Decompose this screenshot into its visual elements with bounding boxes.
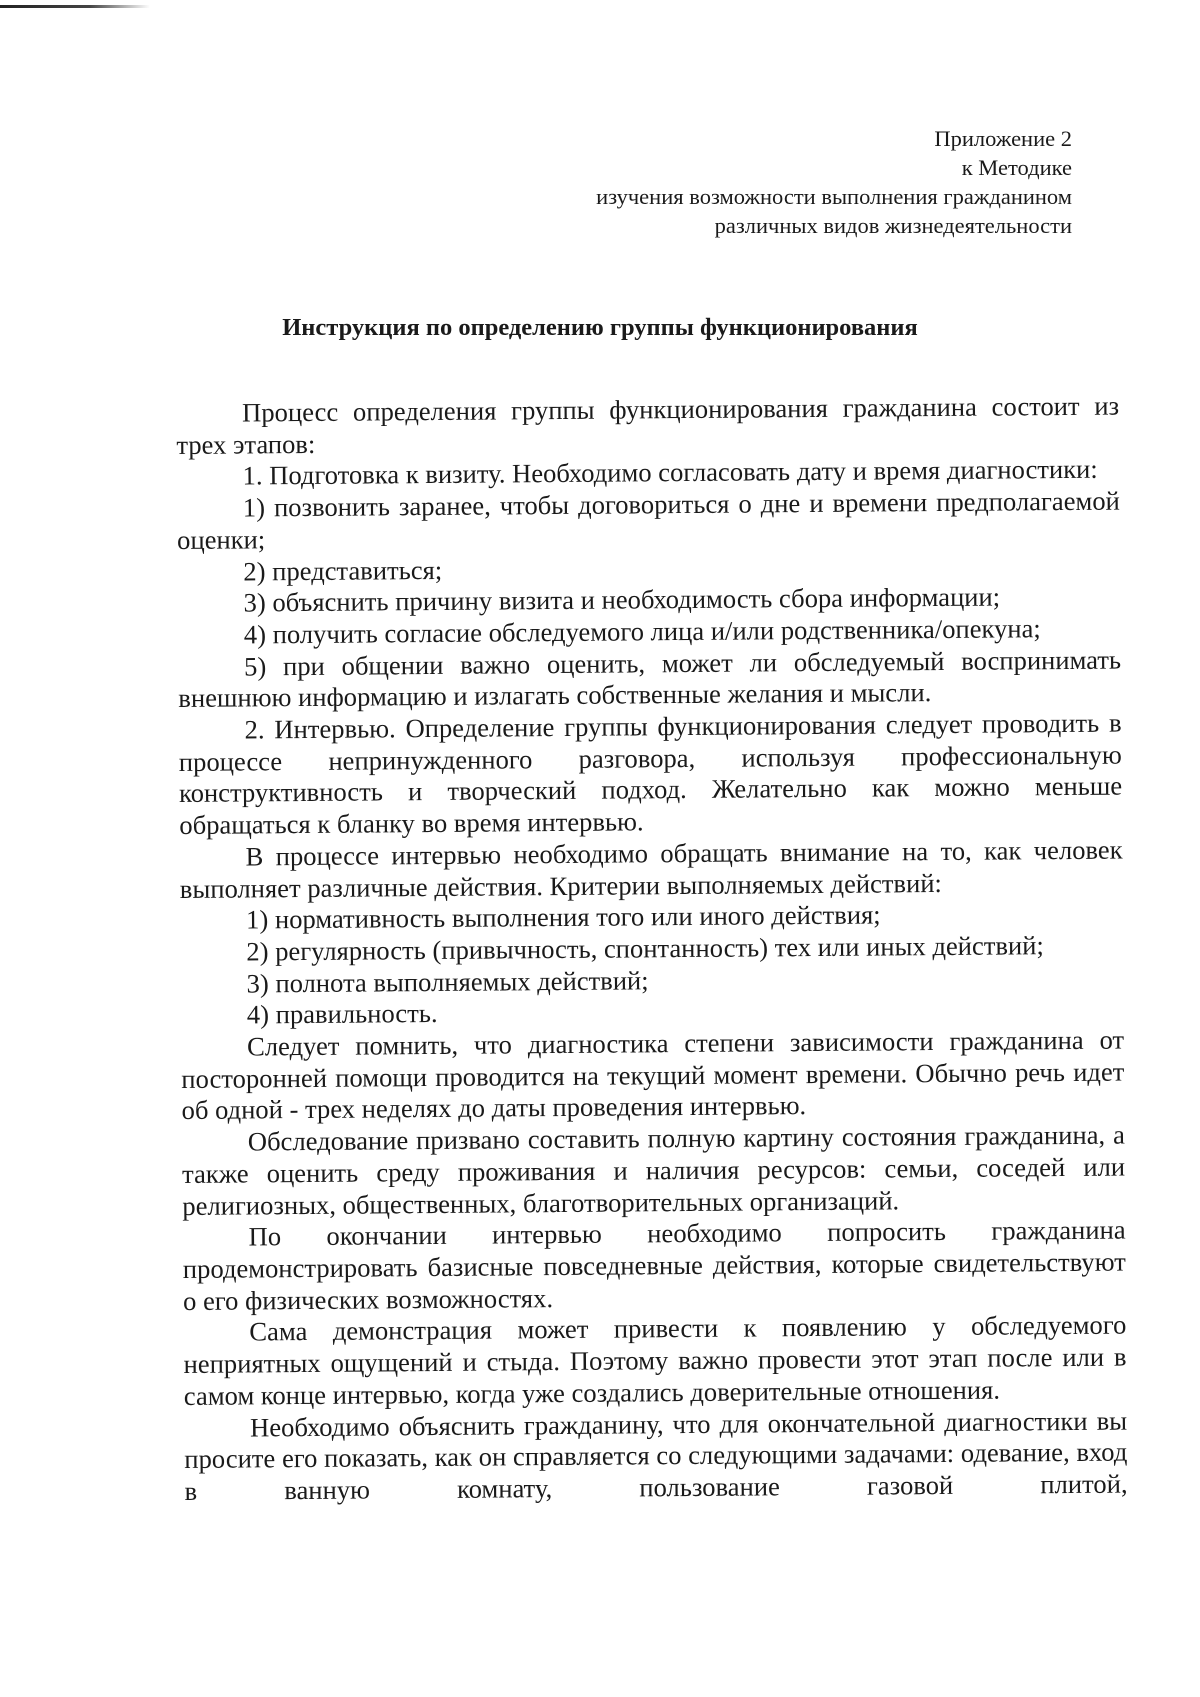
list-item: 1) нормативность выполнения того или иного действия; — [245, 899, 881, 935]
list-item: 5) при общении важно оценить, может ли обследуемый воспринимать внешнюю информацию и излагать собственные желания и мысли. — [178, 644, 1122, 714]
list-item: 2) регулярность (привычность, спонтанность) тех или иных действий; — [246, 930, 1044, 967]
appendix-line-method-title-cont: различных видов жизнедеятельности — [714, 213, 1072, 238]
paragraph-demonstration-note: Сама демонстрация может привести к появлению у обследуемого неприятных ощущений и стыда. Поэтому важно провести этот этап после или в самом конце интервью, когда уже создались доверительные отношения. — [183, 1309, 1127, 1411]
paragraph-stage-2: 2. Интервью. Определение группы функционирования следует проводить в процессе непринужденного разговора, используя профессиональную конструктивность и творческий подход. Желательно как можно меньше обращаться к бланку во время интервью. — [178, 707, 1123, 841]
list-item: 2) представиться; — [243, 554, 443, 586]
appendix-header — [372, 124, 1072, 240]
list-item: 1) позвонить заранее, чтобы договориться о дне и времени предполагаемой оценки; — [176, 485, 1120, 555]
list-item: 3) объяснить причину визита и необходимость сбора информации; — [243, 581, 1001, 618]
document-title: Инструкция по определению группы функционирования — [282, 314, 918, 341]
scan-edge-mark — [0, 5, 150, 8]
list-item: 4) получить согласие обследуемого лица и/или родственника/опекуна; — [243, 613, 1041, 650]
paragraph-examination: Обследование призвано составить полную картину состояния гражданина, а также оценить среду проживания и наличия ресурсов: семьи, соседей или религиозных, общественных, благотворительных организаций. — [181, 1119, 1126, 1221]
paragraph-demonstration-request: По окончании интервью необходимо попросить гражданина продемонстрировать базисные повседневные действия, которые свидетельствуют о его физических возможностях. — [182, 1214, 1126, 1316]
paragraph-explanation: Необходимо объяснить гражданину, что для окончательной диагностики вы просите его показать, как он справляется со следующими задачами: одевание, вход в ванную комнату, пользование газовой плитой, — [184, 1405, 1128, 1506]
paragraph-timing: Следует помнить, что диагностика степени зависимости гражданина от посторонней помощи проводится на текущий момент времени. Обычно речь идет об одной - трех неделях до даты проведения интервью. — [181, 1024, 1125, 1126]
list-item: 4) правильность. — [246, 998, 438, 1030]
appendix-line-number: Приложение 2 — [934, 126, 1072, 151]
paragraph-criteria: В процессе интервью необходимо обращать внимание на то, как человек выполняет различные действия. Критерии выполняемых действий: — [179, 834, 1123, 904]
paragraph-intro: Процесс определения группы функционирования гражданина состоит из трех этапов: — [176, 390, 1120, 460]
paragraph-stage-1: 1. Подготовка к визиту. Необходимо согласовать дату и время диагностики: — [242, 454, 1098, 491]
document-body — [176, 391, 1128, 1508]
appendix-line-reference: к Методике — [961, 155, 1072, 180]
appendix-line-method-title: изучения возможности выполнения гражданином — [596, 184, 1072, 209]
list-item: 3) полнота выполняемых действий; — [246, 964, 649, 999]
